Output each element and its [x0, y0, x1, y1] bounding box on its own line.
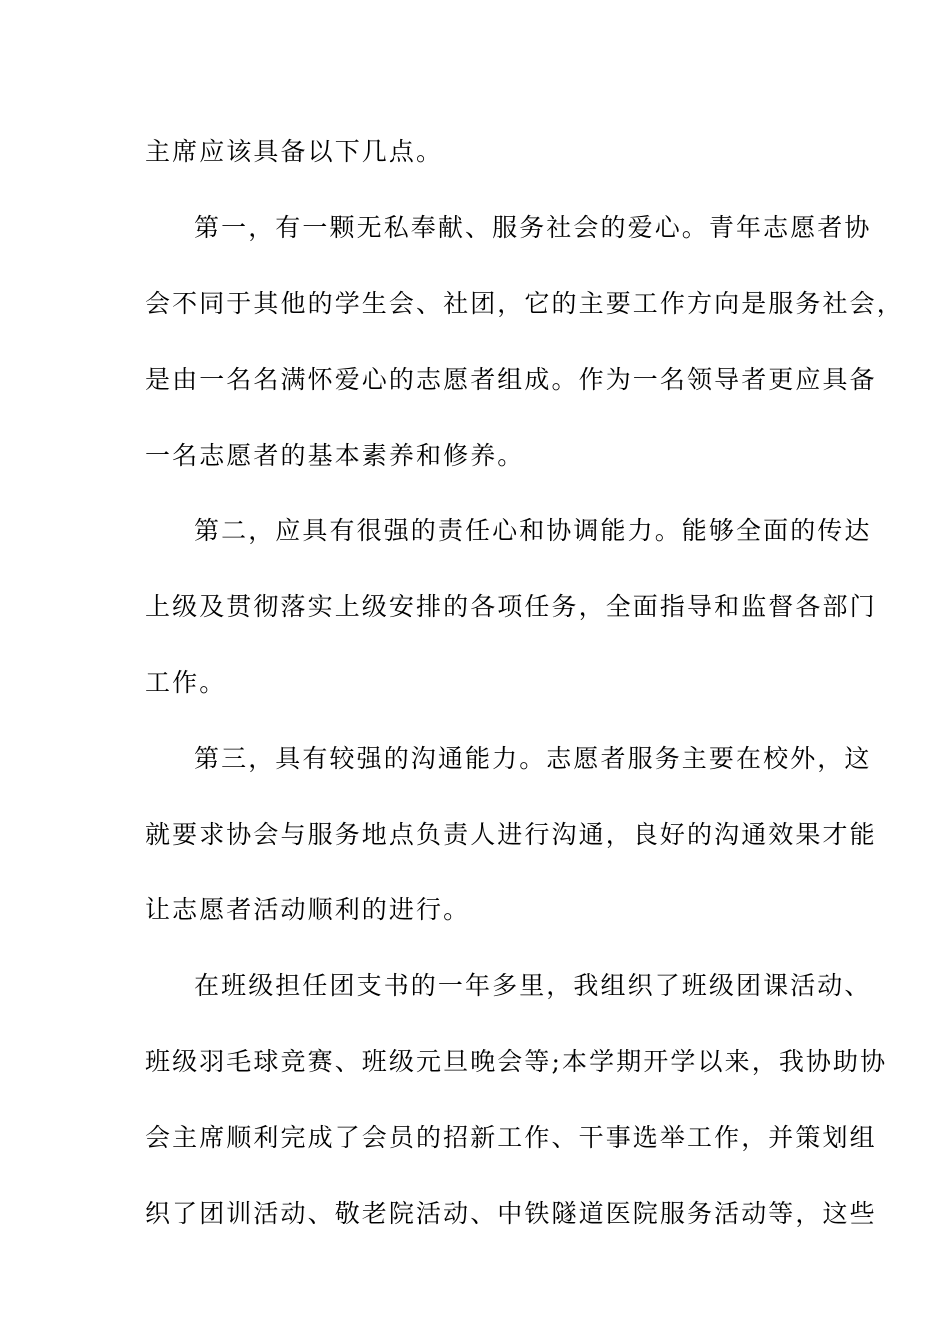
text-line: 主席应该具备以下几点。 — [145, 137, 444, 166]
text-line: 会不同于其他的学生会、社团，它的主要工作方向是服务社会， — [145, 289, 904, 318]
text-line: 是由一名名满怀爱心的志愿者组成。作为一名领导者更应具备 — [145, 365, 877, 394]
text-line: 上级及贯彻落实上级安排的各项任务，全面指导和监督各部门 — [145, 592, 877, 621]
paragraph-first-line: 第一，有一颗无私奉献、服务社会的爱心。青年志愿者协 — [194, 213, 872, 242]
text-line: 班级羽毛球竞赛、班级元旦晚会等;本学期开学以来，我协助协 — [145, 1047, 888, 1076]
text-line: 让志愿者活动顺利的进行。 — [145, 895, 471, 924]
text-line: 工作。 — [145, 668, 227, 697]
text-line: 就要求协会与服务地点负责人进行沟通，良好的沟通效果才能 — [145, 820, 877, 849]
paragraph-first-line: 第二，应具有很强的责任心和协调能力。能够全面的传达 — [194, 516, 872, 545]
text-line: 织了团训活动、敬老院活动、中铁隧道医院服务活动等，这些 — [145, 1199, 877, 1228]
paragraph-first-line: 在班级担任团支书的一年多里，我组织了班级团课活动、 — [194, 971, 872, 1000]
text-line: 一名志愿者的基本素养和修养。 — [145, 441, 525, 470]
paragraph-first-line: 第三，具有较强的沟通能力。志愿者服务主要在校外，这 — [194, 744, 872, 773]
text-line: 会主席顺利完成了会员的招新工作、干事选举工作，并策划组 — [145, 1123, 877, 1152]
